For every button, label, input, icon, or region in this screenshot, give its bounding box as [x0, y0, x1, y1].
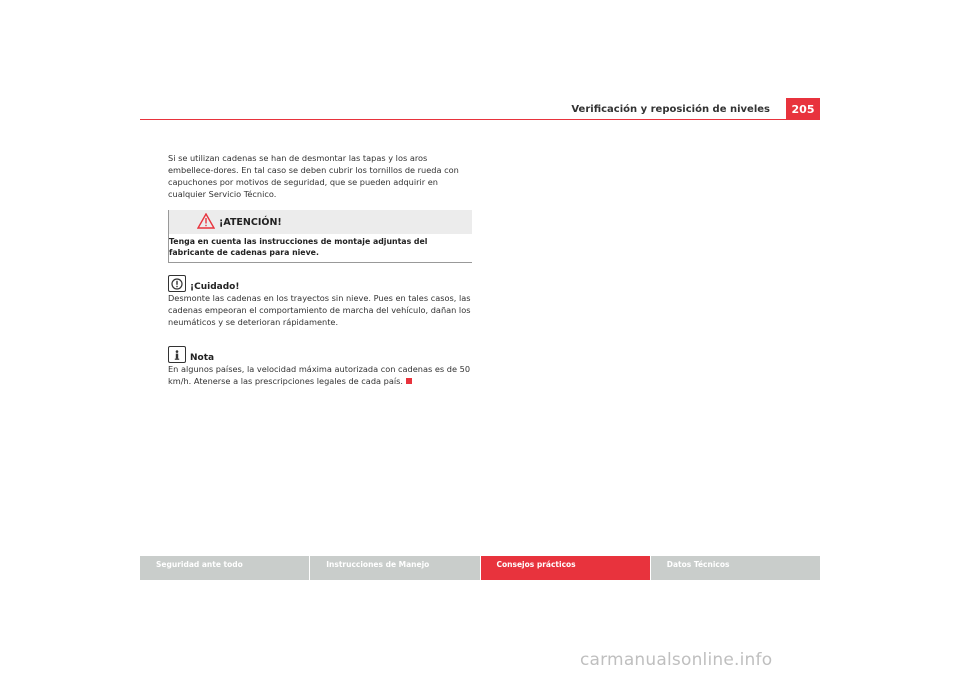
tab-datos[interactable]: Datos Técnicos [651, 556, 820, 580]
page-number: 205 [786, 98, 820, 120]
tab-instrucciones[interactable]: Instrucciones de Manejo [310, 556, 479, 580]
warning-header [169, 210, 472, 234]
warning-text: Tenga en cuenta las instrucciones de montaje adjuntas del fabricante de cadenas para nieve. [169, 237, 428, 257]
watermark: carmanualsonline.info [580, 650, 773, 670]
caution-text: Desmonte las cadenas en los trayectos sin nieve. Pues en tales casos, las cadenas empeoran el comportamiento de marcha del vehículo, dañan los neumáticos y se deterioran rápidamente. [168, 293, 471, 327]
note-paragraph [168, 363, 472, 387]
footer-tabs [140, 556, 820, 580]
caution-icon [168, 275, 186, 292]
note-header [168, 346, 472, 363]
page-content [168, 152, 472, 387]
note-text: En algunos países, la velocidad máxima autorizada con cadenas es de 50 km/h. Atenerse a las prescripciones legales de cada país. [168, 364, 471, 386]
intro-paragraph: Si se utilizan cadenas se han de desmontar las tapas y los aros embellece-dores. En tal caso se deben cubrir los tornillos de rueda con capuchones por motivos de seguridad, que se pueden adquirir en cualquier Servicio Técnico. [168, 153, 459, 199]
warning-title: ¡ATENCIÓN! [219, 216, 282, 228]
info-icon [168, 346, 186, 363]
tab-consejos[interactable]: Consejos prácticos [481, 556, 650, 580]
caution-title: ¡Cuidado! [190, 282, 240, 292]
header-rule [140, 119, 820, 120]
warning-box [168, 210, 472, 263]
header-title: Verificación y reposición de niveles [571, 104, 770, 115]
caution-header [168, 275, 472, 292]
warning-triangle-icon [197, 213, 215, 233]
end-of-section-marker [406, 378, 412, 384]
tab-seguridad[interactable]: Seguridad ante todo [140, 556, 309, 580]
note-title: Nota [190, 353, 215, 363]
